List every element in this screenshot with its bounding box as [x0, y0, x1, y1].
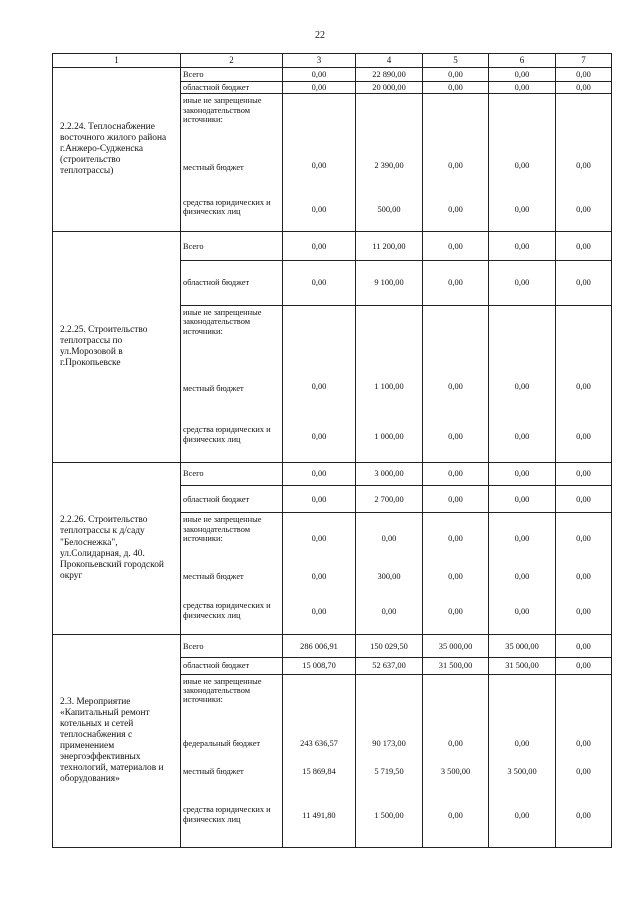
- value-cell: 0,00: [489, 462, 556, 485]
- value-cell: 0,00: [283, 232, 356, 261]
- value-cell: 0,00: [423, 68, 489, 82]
- value-cell: 0,00 3 500,00 0,00: [489, 674, 556, 847]
- value-cell: 0,00: [283, 68, 356, 82]
- column-number: 1: [53, 54, 181, 68]
- value-cell: 22 890,00: [356, 68, 423, 82]
- table-row: [53, 635, 612, 658]
- section-title: 2.2.25. Строительство теплотрассы по ул.Морозовой в г.Прокопьевске: [53, 232, 181, 463]
- value-cell: 0,00: [489, 261, 556, 305]
- funding-source-label: средства юридических и физических лиц: [183, 805, 271, 824]
- value-cell: 0,00: [423, 232, 489, 261]
- budget-table: [52, 53, 612, 848]
- value-cell: 1 100,00 1 000,00: [356, 305, 423, 462]
- table-row: [53, 462, 612, 485]
- value-cell: 35 000,00: [423, 635, 489, 658]
- funding-source-label: Всего: [181, 68, 283, 82]
- value-cell: 35 000,00: [489, 635, 556, 658]
- value-cell: 0,00 300,00 0,00: [356, 513, 423, 635]
- column-number: 7: [556, 54, 612, 68]
- value-cell: 0,00: [556, 658, 612, 674]
- value-cell: 0,00: [489, 68, 556, 82]
- value-cell: 31 500,00: [423, 658, 489, 674]
- other-sources-cell: [181, 674, 283, 847]
- funding-source-label: федеральный бюджет: [183, 739, 261, 749]
- value-cell: 0,00 0,00 0,00: [556, 513, 612, 635]
- funding-source-label: областной бюджет: [181, 261, 283, 305]
- value-cell: 9 100,00: [356, 261, 423, 305]
- value-cell: 20 000,00: [356, 82, 423, 94]
- funding-source-label: средства юридических и физических лиц: [183, 425, 271, 444]
- value-cell: 0,00 0,00: [556, 94, 612, 232]
- value-cell: 0,00: [556, 82, 612, 94]
- value-cell: 0,00: [423, 462, 489, 485]
- value-cell: 31 500,00: [489, 658, 556, 674]
- funding-source-label: Всего: [181, 232, 283, 261]
- value-cell: 0,00: [556, 462, 612, 485]
- value-cell: 150 029,50: [356, 635, 423, 658]
- funding-source-label: средства юридических и физических лиц: [183, 197, 271, 217]
- value-cell: 0,00 0,00 0,00: [489, 513, 556, 635]
- value-cell: 0,00 0,00: [283, 94, 356, 232]
- value-cell: 0,00 0,00: [489, 94, 556, 232]
- value-cell: 0,00: [283, 486, 356, 513]
- funding-source-label: областной бюджет: [181, 486, 283, 513]
- column-number: 2: [181, 54, 283, 68]
- other-sources-heading: иные не запрещенные законодательством источники:: [183, 96, 262, 124]
- funding-source-label: местный бюджет: [183, 767, 244, 777]
- other-sources-cell: [181, 513, 283, 635]
- column-number: 6: [489, 54, 556, 68]
- value-cell: 90 173,00 5 719,50 1 500,00: [356, 674, 423, 847]
- value-cell: 0,00 0,00 0,00: [283, 513, 356, 635]
- value-cell: 2 390,00 500,00: [356, 94, 423, 232]
- value-cell: 0,00: [556, 635, 612, 658]
- value-cell: 0,00: [556, 232, 612, 261]
- other-sources-cell: [181, 94, 283, 232]
- value-cell: 15 008,70: [283, 658, 356, 674]
- section-title: 2.2.24. Теплоснабжение восточного жилого района г.Анжеро-Судженска (строительство теплотрассы): [53, 68, 181, 232]
- value-cell: 52 637,00: [356, 658, 423, 674]
- column-number: 3: [283, 54, 356, 68]
- funding-source-label: областной бюджет: [181, 658, 283, 674]
- value-cell: 0,00: [556, 68, 612, 82]
- column-number: 4: [356, 54, 423, 68]
- value-cell: 0,00: [489, 232, 556, 261]
- value-cell: 2 700,00: [356, 486, 423, 513]
- value-cell: 0,00: [423, 261, 489, 305]
- value-cell: 0,00 0,00 0,00: [556, 674, 612, 847]
- value-cell: 0,00 0,00: [489, 305, 556, 462]
- value-cell: 0,00: [283, 261, 356, 305]
- other-sources-heading: иные не запрещенные законодательством источники:: [183, 676, 262, 705]
- table-row: [53, 232, 612, 261]
- section-title: 2.2.26. Строительство теплотрассы к д/саду "Белоснежка", ул.Солидарная, д. 40. Прокопьевский городской округ: [53, 462, 181, 634]
- value-cell: 0,00: [423, 82, 489, 94]
- value-cell: 0,00: [556, 486, 612, 513]
- other-sources-heading: иные не запрещенные законодательством источники:: [183, 307, 262, 336]
- value-cell: 0,00: [423, 486, 489, 513]
- funding-source-label: Всего: [181, 635, 283, 658]
- value-cell: 0,00 3 500,00 0,00: [423, 674, 489, 847]
- value-cell: 0,00 0,00: [283, 305, 356, 462]
- value-cell: 0,00: [489, 486, 556, 513]
- other-sources-cell: [181, 305, 283, 462]
- table-row: [53, 68, 612, 82]
- value-cell: 286 006,91: [283, 635, 356, 658]
- value-cell: 0,00: [556, 261, 612, 305]
- other-sources-heading: иные не запрещенные законодательством источники:: [183, 515, 262, 544]
- funding-source-label: местный бюджет: [183, 162, 244, 172]
- column-number: 5: [423, 54, 489, 68]
- value-cell: 243 636,57 15 869,84 11 491,80: [283, 674, 356, 847]
- value-cell: 0,00 0,00: [556, 305, 612, 462]
- value-cell: 3 000,00: [356, 462, 423, 485]
- funding-source-label: областной бюджет: [181, 82, 283, 94]
- value-cell: 0,00: [489, 82, 556, 94]
- value-cell: 0,00 0,00 0,00: [423, 513, 489, 635]
- funding-source-label: Всего: [181, 462, 283, 485]
- value-cell: 0,00 0,00: [423, 94, 489, 232]
- column-number-row: [53, 54, 612, 68]
- value-cell: 11 200,00: [356, 232, 423, 261]
- funding-source-label: средства юридических и физических лиц: [183, 601, 271, 620]
- value-cell: 0,00: [283, 462, 356, 485]
- value-cell: 0,00: [283, 82, 356, 94]
- page-number: 22: [315, 30, 325, 41]
- funding-source-label: местный бюджет: [183, 572, 244, 582]
- section-title: 2.3. Мероприятие «Капитальный ремонт котельных и сетей теплоснабжения с применением энергоэффективных технологий, материалов и оборудования»: [53, 635, 181, 848]
- value-cell: 0,00 0,00: [423, 305, 489, 462]
- funding-source-label: местный бюджет: [183, 383, 244, 393]
